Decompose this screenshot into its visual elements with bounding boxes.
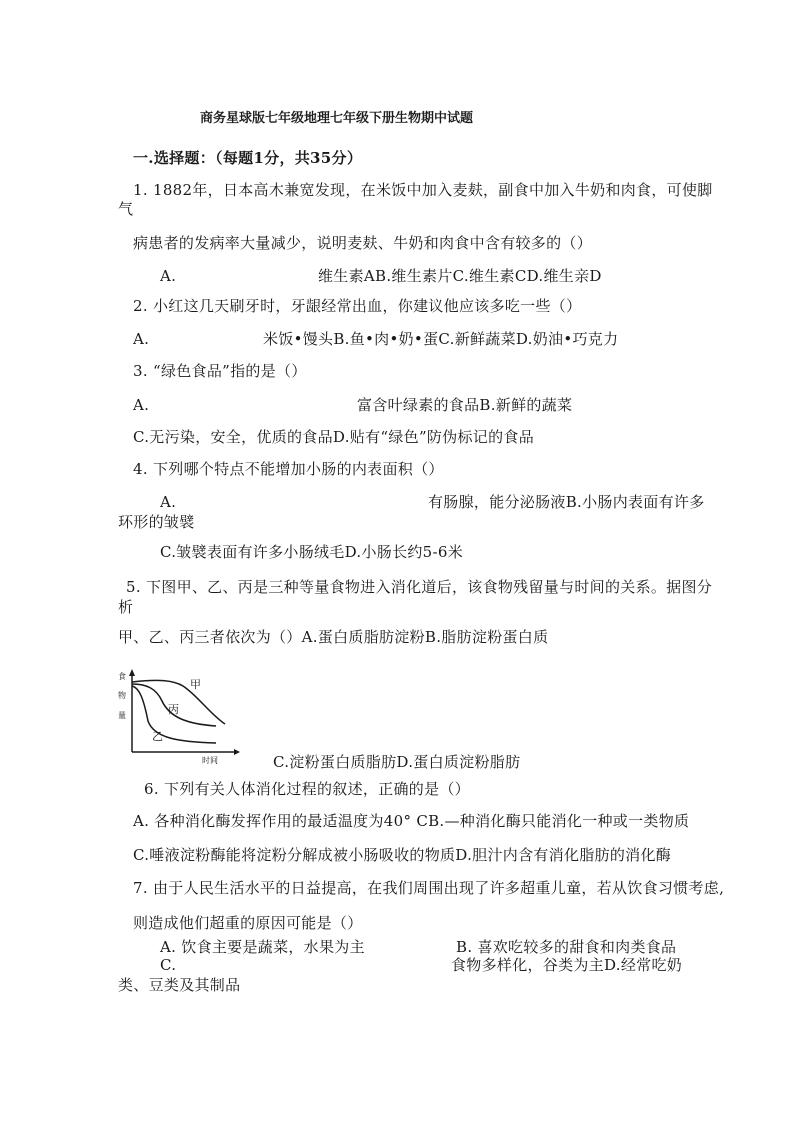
digestion-residue-graph xyxy=(118,666,243,766)
graph-y-axis-arrow xyxy=(129,669,135,676)
question-4-options: 有肠腺，能分泌肠液B.小肠内表面有许多 xyxy=(428,493,705,511)
question-3-option-a-label: A. xyxy=(133,396,150,414)
question-4-line-1: 4. 下列哪个特点不能增加小肠的内表面积（） xyxy=(133,460,444,478)
question-1-line-1: 1. 1882年，日本高木兼宽发现，在米饭中加入麦麸，副食中加入牛奶和肉食，可使脚 xyxy=(133,181,713,199)
curve-yi-label: 乙 xyxy=(152,730,163,743)
question-5-line-1-wrap: 析 xyxy=(118,598,134,616)
question-7-option-c-wrap: 类、豆类及其制品 xyxy=(118,976,241,994)
question-3-line-1: 3. “绿色食品”指的是（） xyxy=(133,362,307,380)
question-1-line-2: 病患者的发病率大量减少，说明麦麸、牛奶和肉食中含有较多的（） xyxy=(133,234,593,252)
graph-x-axis-arrow xyxy=(234,749,240,755)
question-6-line-1: 6. 下列有关人体消化过程的叙述，正确的是（） xyxy=(144,780,470,798)
question-1-option-a-label: A. xyxy=(160,267,177,285)
question-2-option-a-label: A. xyxy=(133,330,150,348)
question-4-options-wrap: 环形的皱襞 xyxy=(118,513,195,531)
question-3-options-2: C.无污染，安全，优质的食品D.贴有“绿色”防伪标记的食品 xyxy=(133,428,535,446)
question-2-options: 米饭•馒头B.鱼•肉•奶•蛋C.新鲜蔬菜D.奶油•巧克力 xyxy=(263,330,619,348)
question-7-option-c-text: 食物多样化，谷类为主D.经常吃奶 xyxy=(451,956,683,974)
question-2-line-1: 2. 小红这几天刷牙时，牙龈经常出血，你建议他应该多吃一些（） xyxy=(133,297,582,315)
question-6-options-2: C.唾液淀粉酶能将淀粉分解成被小肠吸收的物质D.胆汁内含有消化脂肪的消化酶 xyxy=(133,846,672,864)
question-1-options: 维生素AB.维生素片C.维生素CD.维生亲D xyxy=(318,267,602,285)
question-7-option-a: A. 饮食主要是蔬菜，水果为主 xyxy=(160,938,365,956)
graph-x-label: 时间 xyxy=(202,756,218,765)
graph-y-label-3: 量 xyxy=(118,711,126,720)
question-1-line-1-wrap: 气 xyxy=(118,200,134,218)
section-heading: 一.选择题：（每题1分，共35分） xyxy=(133,149,363,167)
page-title: 商务星球版七年级地理七年级下册生物期中试题 xyxy=(200,111,474,126)
question-4-option-a-label: A. xyxy=(160,493,177,511)
question-7-line-1: 7. 由于人民生活水平的日益提高，在我们周围出现了许多超重儿童，若从饮食习惯考虑, xyxy=(133,879,725,897)
question-3-options: 富含叶绿素的食品B.新鲜的蔬菜 xyxy=(357,396,573,414)
question-7-option-b: B. 喜欢吃较多的甜食和肉类食品 xyxy=(456,938,677,956)
question-6-options: A. 各种消化酶发挥作用的最适温度为40° CB.—种消化酶只能消化一种或一类物质 xyxy=(133,812,690,830)
graph-y-label-2: 物 xyxy=(118,691,126,700)
question-7-line-2: 则造成他们超重的原因可能是（） xyxy=(133,914,363,932)
question-5-line-1: 5. 下图甲、乙、丙是三种等量食物进入消化道后，该食物残留量与时间的关系。据图分 xyxy=(126,578,713,596)
curve-bing-label: 丙 xyxy=(168,703,179,716)
graph-y-label-1: 食 xyxy=(118,672,126,681)
curve-jia-label: 甲 xyxy=(190,678,201,691)
question-5-options-2: C.淀粉蛋白质脂肪D.蛋白质淀粉脂肪 xyxy=(273,753,521,771)
question-4-options-2: C.皱襞表面有许多小肠绒毛D.小肠长约5-6米 xyxy=(160,543,464,561)
question-5-line-2: 甲、乙、丙三者依次为（）A.蛋白质脂肪淀粉B.脂肪淀粉蛋白质 xyxy=(118,628,549,646)
question-7-option-c-label: C. xyxy=(160,956,177,974)
